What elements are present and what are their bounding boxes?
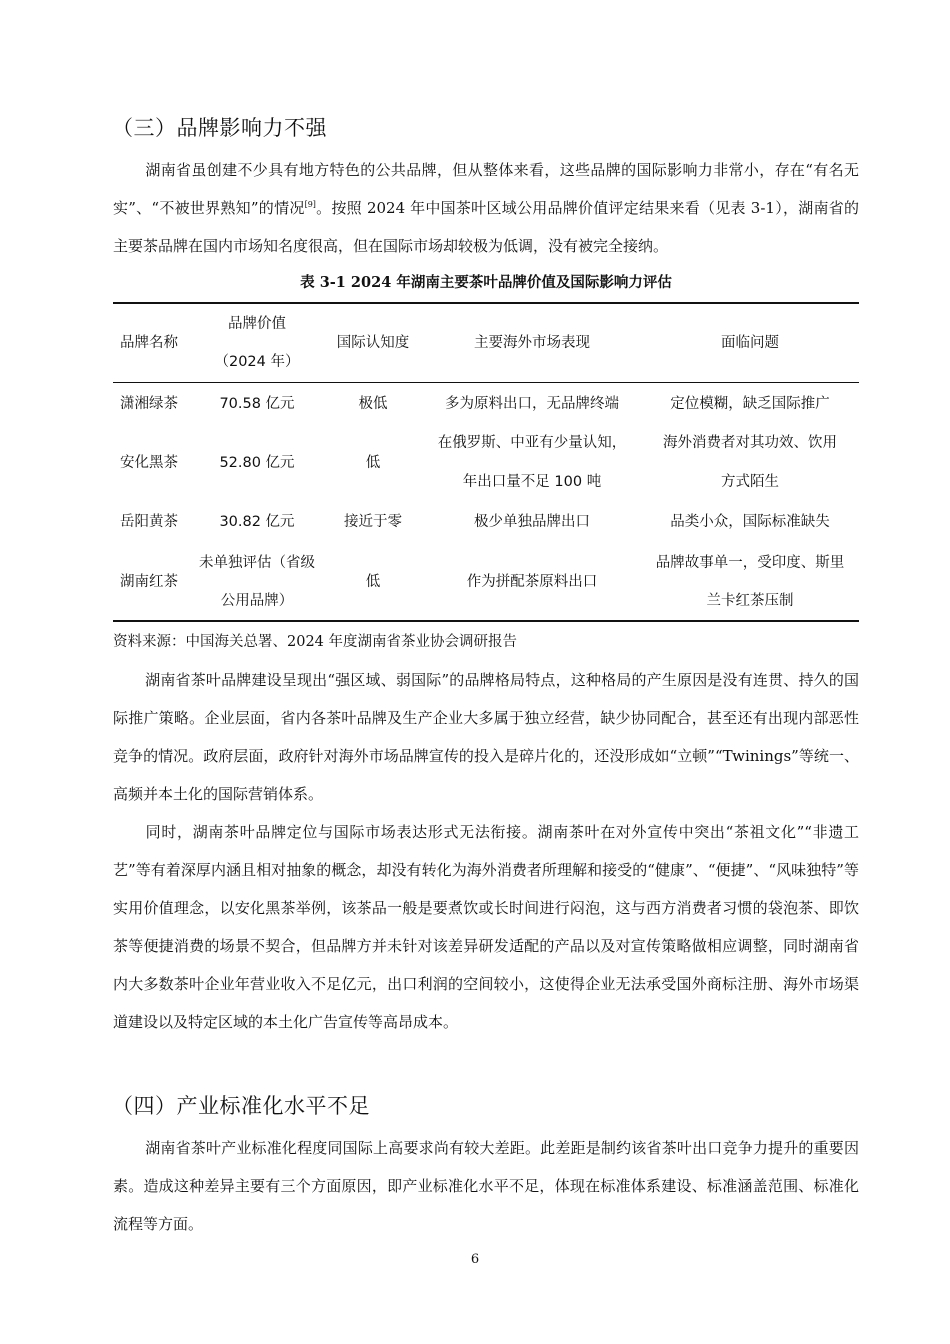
cell-brand: 安化黑茶 [120,455,178,471]
header-brand-value-year: （2024 年） [214,354,300,370]
cell-market: 极少单独品牌出口 [474,514,590,530]
cell-recognition: 低 [365,574,381,590]
header-brand-value: 品牌价值 [228,316,286,332]
cell-recognition: 接近于零 [344,514,402,530]
paragraph-text: 。按照 2024 年中国茶叶区域公用品牌价值评定结果来看（见表 3-1），湖南省的主要茶品牌在国内市场知名度很高，但在国际市场却较极为低调，没有被完全接纳。 [113,199,859,255]
cell-issue: 品类小众，国际标准缺失 [670,514,830,530]
table-header-rule [113,382,859,383]
table-top-rule [113,302,859,304]
paragraph-text: 同时，湖南茶叶品牌定位与国际市场表达形式无法衔接。湖南茶叶在对外宣传中突出“茶祖文化”“非遗工艺”等有着深厚内涵且相对抽象的概念，却没有转化为海外消费者所理解和接受的“健康”、“便捷”、“风味独特”等实用价值理念，以安化黑茶举例，该茶品一般是要煮饮或长时间进行闷泡，这与西方消费者习惯的袋泡茶、即饮茶等便捷消费的场景不契合，但品牌方并未针对该差异研发适配的产品以及对宣传策略做相应调整，同时湖南省内大多数茶叶企业年营业收入不足亿元，出口利润的空间较小，这使得企业无法承受国外商标注册、海外市场渠道建设以及特定区域的本土化广告宣传等高昂成本。 [113,823,859,1031]
cell-issue: 方式陌生 [721,474,779,490]
paragraph-brand-positioning [113,813,859,1041]
cell-value: 70.58 亿元 [219,396,295,412]
cell-market: 作为拼配茶原料出口 [466,574,598,590]
cell-market: 多为原料出口，无品牌终端 [445,396,619,412]
cell-issue: 兰卡红茶压制 [706,593,794,609]
paragraph-text: 湖南省茶叶产业标准化程度同国际上高要求尚有较大差距。此差距是制约该省茶叶出口竞争力提升的重要因素。造成这种差异主要有三个方面原因，即产业标准化水平不足，体现在标准体系建设、标准涵盖范围、标准化流程等方面。 [113,1139,859,1233]
table-caption: 表 3-1 2024 年湖南主要茶叶品牌价值及国际影响力评估 [300,274,672,291]
cell-brand: 潇湘绿茶 [120,396,178,412]
cell-market: 在俄罗斯、中亚有少量认知， [437,435,627,451]
cell-issue: 海外消费者对其功效、饮用 [663,435,837,451]
cell-value: 未单独评估（省级 [199,555,315,571]
paragraph-text: 湖南省虽创建不少具有地方特色的公共品牌，但从整体来看，这些品牌的国际影响力非常小，存在“有名无实”、“不被世界熟知”的情况 [113,161,859,217]
header-recognition: 国际认知度 [336,335,410,351]
paragraph-brand-pattern [113,661,859,813]
cell-issue: 定位模糊，缺乏国际推广 [670,396,830,412]
cell-recognition: 低 [365,455,381,471]
citation-ref: [9] [304,200,316,209]
paragraph-brand-influence [113,151,859,265]
cell-market: 年出口量不足 100 吨 [462,474,602,490]
header-issues: 面临问题 [721,335,779,351]
header-overseas-market: 主要海外市场表现 [474,335,590,351]
cell-brand: 岳阳黄茶 [120,514,178,530]
paragraph-text: 湖南省茶叶品牌建设呈现出“强区域、弱国际”的品牌格局特点，这种格局的产生原因是没有连贯、持久的国际推广策略。企业层面，省内各茶叶品牌及生产企业大多属于独立经营，缺少协同配合，甚至还有出现内部恶性竞争的情况。政府层面，政府针对海外市场品牌宣传的投入是碎片化的，还没形成如“立顿”“Twinings”等统一、高频并本土化的国际营销体系。 [113,671,859,803]
cell-value: 30.82 亿元 [219,514,295,530]
cell-value: 公用品牌） [220,593,294,609]
cell-value: 52.80 亿元 [219,455,295,471]
cell-recognition: 极低 [358,396,388,412]
cell-issue: 品牌故事单一，受印度、斯里 [655,555,845,571]
cell-brand: 湖南红茶 [120,574,178,590]
paragraph-standardization [113,1129,859,1243]
section-heading-3: （三）品牌影响力不强 [112,116,327,140]
page-number: 6 [470,1252,480,1267]
section-heading-4: （四）产业标准化水平不足 [112,1094,370,1118]
header-brand-name: 品牌名称 [120,335,178,351]
table-source-note: 资料来源：中国海关总署、2024 年度湖南省茶业协会调研报告 [113,634,518,650]
